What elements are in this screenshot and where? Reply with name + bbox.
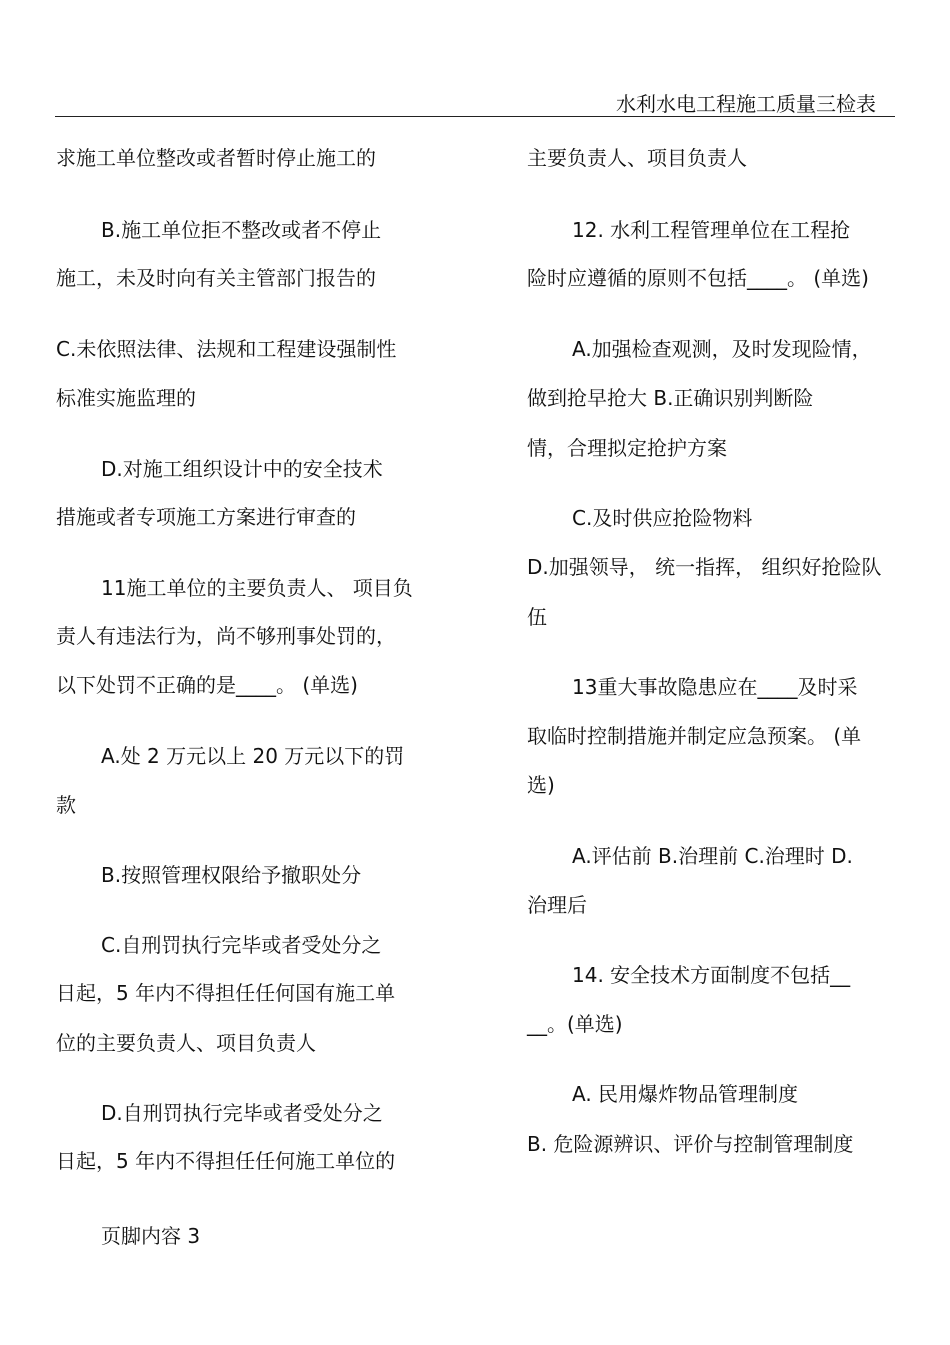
text-line: 11施工单位的主要负责人、 项目负 (101, 576, 413, 600)
text-line: D.加强领导， 统一指挥， 组织好抢险队 (527, 555, 882, 579)
text-line: __。(单选) (527, 1012, 623, 1036)
text-line: 位的主要负责人、项目负责人 (56, 1031, 316, 1055)
text-line: 日起，5 年内不得担任任何施工单位的 (56, 1149, 396, 1173)
text-line: C.未依照法律、法规和工程建设强制性 (56, 337, 397, 361)
text-line: B.按照管理权限给予撤职处分 (101, 863, 362, 887)
text-line: 措施或者专项施工方案进行审查的 (56, 505, 356, 529)
text-line: 情，合理拟定抢护方案 (527, 436, 727, 460)
text-line: 治理后 (527, 893, 587, 917)
text-line: A.处 2 万元以上 20 万元以下的罚 (101, 744, 405, 768)
text-line: B. 危险源辨识、评价与控制管理制度 (527, 1132, 854, 1156)
text-line: 伍 (527, 605, 547, 629)
text-line: 以下处罚不正确的是____。 (单选) (56, 673, 358, 697)
text-line: 取临时控制措施并制定应急预案。 (单 (527, 724, 862, 748)
text-line: 12. 水利工程管理单位在工程抢 (572, 218, 851, 242)
text-line: B.施工单位拒不整改或者不停止 (101, 218, 382, 242)
text-line: 13重大事故隐患应在____及时采 (572, 675, 858, 699)
page-footer: 页脚内容 3 (101, 1224, 201, 1248)
text-line: A.加强检查观测，及时发现险情， (572, 337, 872, 361)
text-line: D.对施工组织设计中的安全技术 (101, 457, 383, 481)
text-line: 日起，5 年内不得担任任何国有施工单 (56, 981, 396, 1005)
text-line: D.自刑罚执行完毕或者受处分之 (101, 1101, 383, 1125)
header-title: 水利水电工程施工质量三检表 (616, 92, 876, 116)
text-line: A. 民用爆炸物品管理制度 (572, 1082, 799, 1106)
text-line: A.评估前 B.治理前 C.治理时 D. (572, 844, 853, 868)
text-line: 选) (527, 773, 555, 797)
text-line: 险时应遵循的原则不包括____。 (单选) (527, 266, 869, 290)
text-line: 款 (56, 793, 76, 817)
text-line: 主要负责人、项目负责人 (527, 146, 747, 170)
text-line: C.自刑罚执行完毕或者受处分之 (101, 933, 382, 957)
text-line: C.及时供应抢险物料 (572, 506, 753, 530)
text-line: 求施工单位整改或者暂时停止施工的 (56, 146, 376, 170)
text-line: 14. 安全技术方面制度不包括__ (572, 963, 851, 987)
header-rule (55, 116, 895, 117)
text-line: 责人有违法行为，尚不够刑事处罚的， (56, 624, 396, 648)
text-line: 做到抢早抢大 B.正确识别判断险 (527, 386, 814, 410)
text-line: 标准实施监理的 (56, 386, 196, 410)
text-line: 施工，未及时向有关主管部门报告的 (56, 266, 376, 290)
